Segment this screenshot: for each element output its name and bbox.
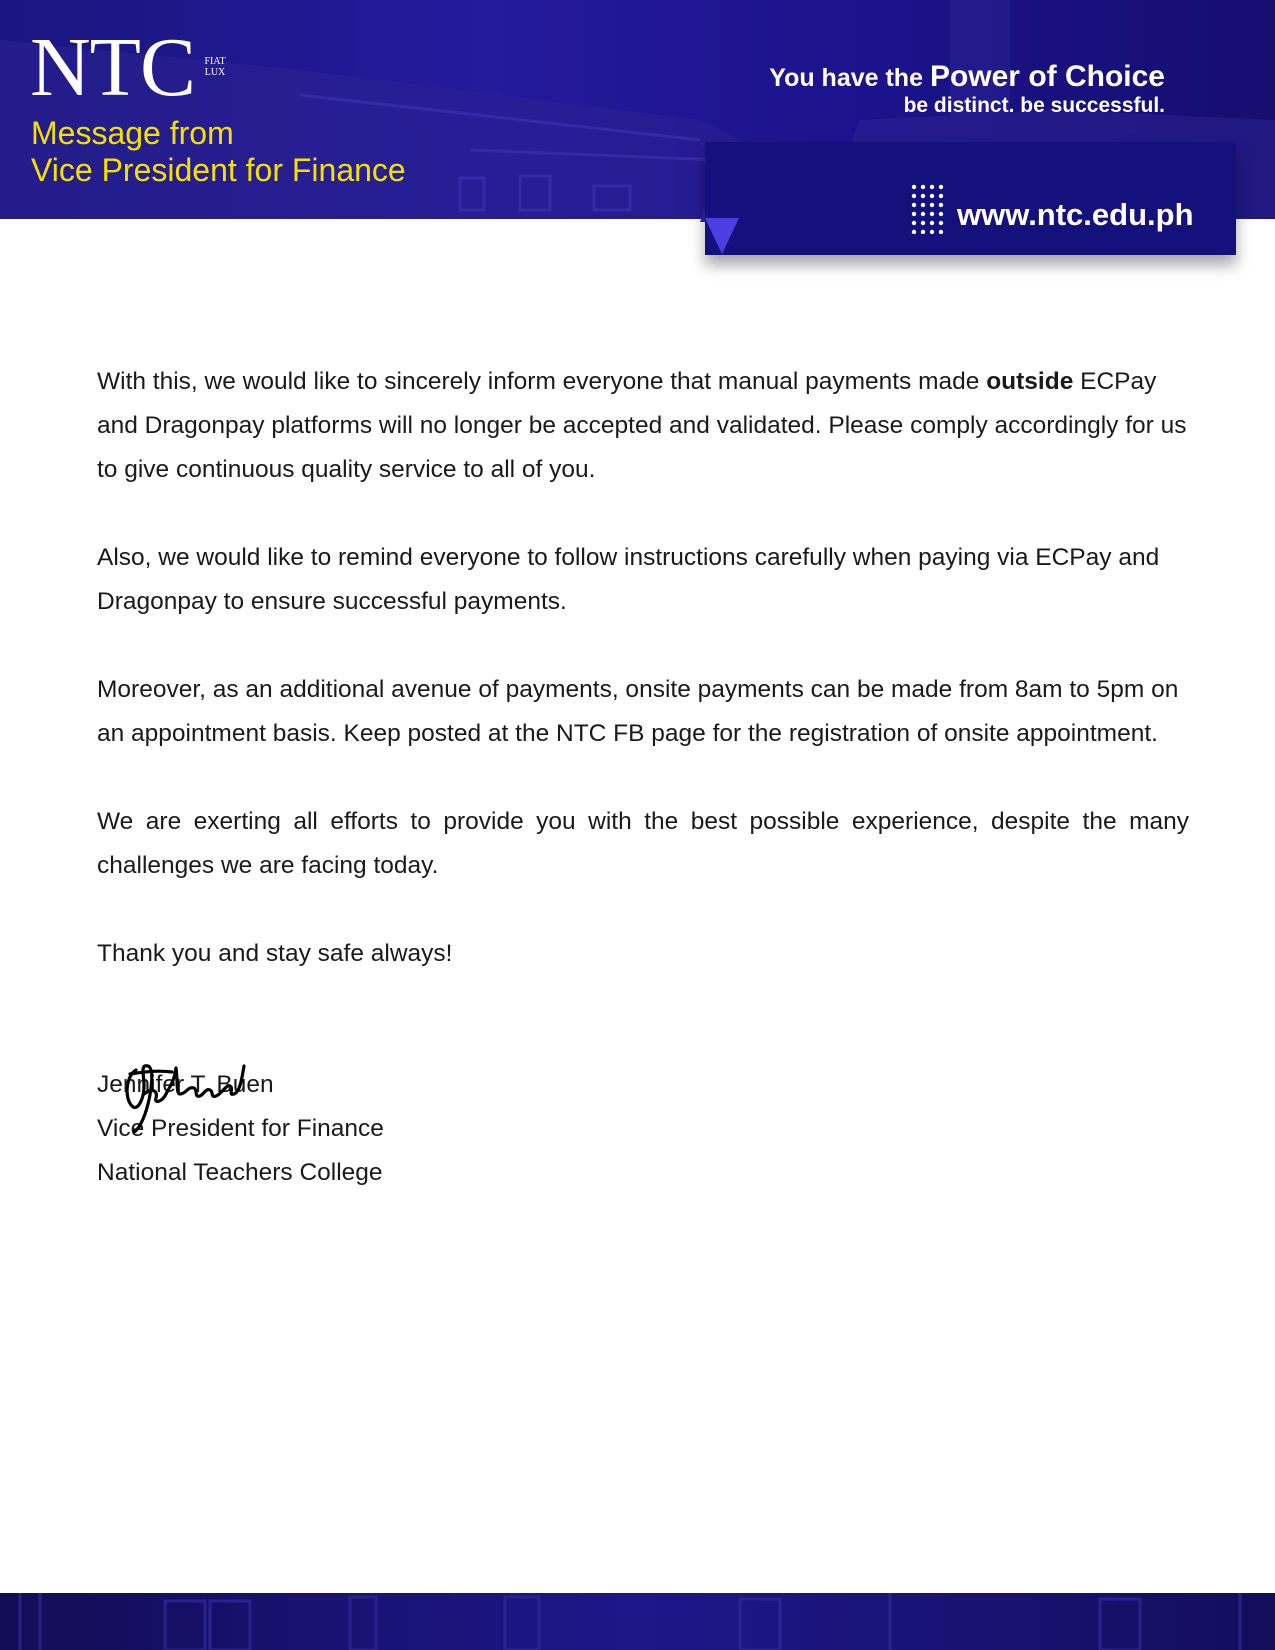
tagline-power: Power of Choice [929,60,1165,93]
paragraph-3: Moreover, as an additional avenue of payments, onsite payments can be made from 8am to 5pm on an appointment basis. Keep posted at the NTC FB page for the registration of onsite appointment. [97,676,1179,747]
paragraph-1-start: With this, we would like to sincerely inform everyone that manual payments made [97,368,987,395]
logo-text: NTC [30,21,195,114]
message-heading-line-1: Message from [31,115,234,151]
tagline [769,62,1165,119]
signatory-title: Vice President for Finance [97,1115,384,1142]
message-heading [31,115,406,189]
signatory-name: Jennifer T. Buen [97,1071,274,1098]
paragraph-2: Also, we would like to remind everyone to follow instructions carefully when paying via ECPay and Dragonpay to ensure successful payments. [97,544,1160,615]
logo-motto-fiat: FIAT [204,56,226,67]
paragraph-1-end: ECPay and Dragonpay platforms will no longer be accepted and validated. Please comply accordingly for us to give continuous quality service to all of you. [97,368,1187,483]
dots-grid-icon [911,184,945,234]
footer-banner [0,1593,1275,1650]
signatory-institution: National Teachers College [97,1159,383,1186]
tagline-prefix: You have the [769,64,923,92]
logo-motto [192,56,238,78]
handwritten-signature [122,1058,252,1138]
tagline-main [769,62,1165,93]
paragraph-1-bold: outside [986,368,1074,395]
paragraph-5: Thank you and stay safe always! [97,940,453,967]
logo-motto-lux: LUX [204,67,226,78]
fold-triangle [705,218,741,256]
letter-body [97,360,1189,1020]
ntc-logo [30,21,226,114]
website-link[interactable]: www.ntc.edu.ph [957,197,1194,232]
paragraph-1 [97,360,1189,492]
paragraph-4: We are exerting all efforts to provide you with the best possible experience, despite the many challenges we are facing today. [97,808,1189,879]
tagline-sub: be distinct. be successful. [903,94,1165,117]
footer-building-silhouette [0,1593,1275,1650]
message-heading-line-2: Vice President for Finance [31,152,406,188]
